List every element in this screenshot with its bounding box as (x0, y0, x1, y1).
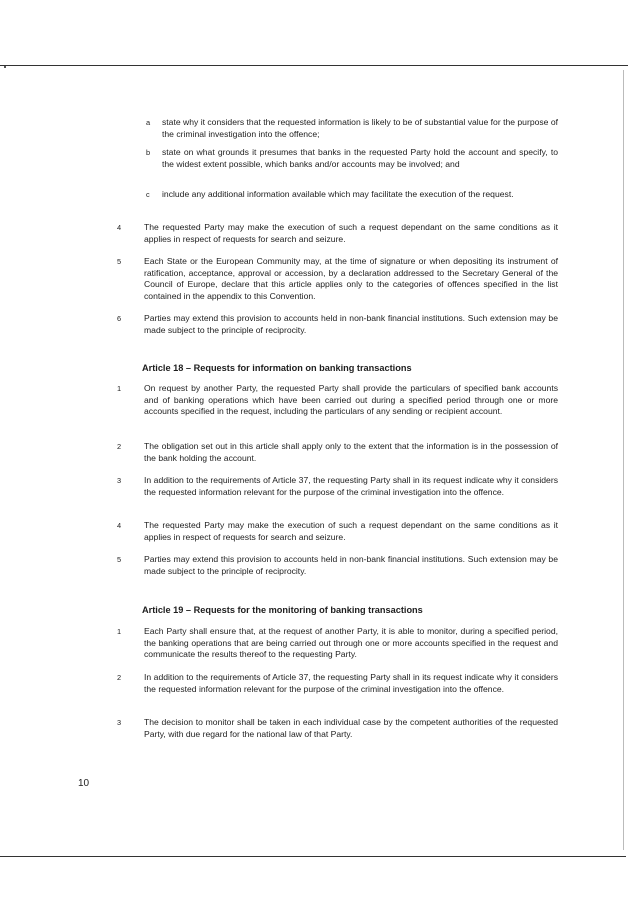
paragraph (117, 383, 558, 418)
page-edge (623, 70, 624, 850)
paragraph (117, 222, 558, 245)
page-number: 10 (78, 778, 90, 789)
item-text: state why it considers that the requested information is likely to be of substantial value for the purpose of the criminal investigation into the offence; (162, 117, 559, 139)
paragraph-number: 3 (117, 476, 122, 485)
paragraph-text: In addition to the requirements of Article 37, the requesting Party shall in its request indicate why it considers the requested information relevant for the purpose of the criminal investigation into the offence. (144, 672, 558, 694)
paragraph-text: In addition to the requirements of Article 37, the requesting Party shall in its request indicate why it considers the requested information relevant for the purpose of the criminal investigation into the offence. (144, 475, 558, 497)
paragraph (117, 717, 558, 740)
list-item-a (146, 117, 559, 140)
paragraph (117, 475, 558, 498)
paragraph (117, 554, 558, 577)
paragraph-text: Parties may extend this provision to accounts held in non-bank financial institutions. Such extension may be made subject to the principle of reciprocity. (144, 313, 558, 335)
paragraph-text: On request by another Party, the requested Party shall provide the particulars of specified bank accounts and of banking operations which have been carried out during a specified period through one or more accounts specified in the request, including the particulars of any sending or recipient account. (144, 383, 558, 417)
paragraph-number: 2 (117, 673, 122, 682)
paragraph-text: Each Party shall ensure that, at the request of another Party, it is able to monitor, during a specified period, the banking operations that are being carried out through one or more accounts specified in the request and communicate the results thereof to the requesting Party. (144, 626, 558, 660)
paragraph-number: 1 (117, 384, 122, 393)
paragraph-number: 1 (117, 627, 122, 636)
paragraph-number: 2 (117, 442, 122, 451)
list-item-c (146, 189, 558, 201)
paragraph-number: 6 (117, 314, 122, 323)
paragraph-text: The requested Party may make the execution of such a request dependant on the same conditions as it applies in respect of requests for search and seizure. (144, 520, 558, 542)
paragraph-text: The obligation set out in this article shall apply only to the extent that the information is in the possession of the bank holding the account. (144, 441, 558, 463)
article-19-heading: Article 19 – Requests for the monitoring of banking transactions (142, 605, 423, 615)
item-text: include any additional information available which may facilitate the execution of the request. (162, 189, 514, 199)
paragraph-text: The requested Party may make the execution of such a request dependant on the same conditions as it applies in respect of requests for search and seizure. (144, 222, 558, 244)
item-marker: b (146, 148, 151, 157)
paragraph-number: 4 (117, 521, 122, 530)
paragraph-number: 5 (117, 555, 122, 564)
paragraph (117, 626, 558, 661)
top-rule (0, 65, 628, 66)
paragraph (117, 672, 558, 695)
paragraph-text: Each State or the European Community may, at the time of signature or when depositing its instrument of ratification, acceptance, approval or accession, by a declaration addressed to the Secretary General of the Council of Europe, declare that this article applies only to the categories of offences specified in the list contained in the appendix to this Convention. (144, 256, 558, 301)
scan-speck (4, 66, 6, 68)
paragraph-number: 3 (117, 718, 122, 727)
item-text: state on what grounds it presumes that banks in the requested Party hold the account and specify, to the widest extent possible, which banks and/or accounts may be involved; and (162, 147, 558, 169)
paragraph (117, 313, 558, 336)
item-marker: c (146, 190, 150, 199)
paragraph-number: 5 (117, 257, 122, 266)
paragraph (117, 256, 558, 302)
paragraph (117, 441, 558, 464)
paragraph-text: Parties may extend this provision to accounts held in non-bank financial institutions. Such extension may be made subject to the principle of reciprocity. (144, 554, 558, 576)
bottom-rule (0, 856, 626, 857)
list-item-b (146, 147, 558, 170)
article-18-heading: Article 18 – Requests for information on banking transactions (142, 363, 412, 373)
paragraph-text: The decision to monitor shall be taken in each individual case by the competent authorities of the requested Party, with due regard for the national law of that Party. (144, 717, 558, 739)
paragraph (117, 520, 558, 543)
item-marker: a (146, 118, 151, 127)
paragraph-number: 4 (117, 223, 122, 232)
